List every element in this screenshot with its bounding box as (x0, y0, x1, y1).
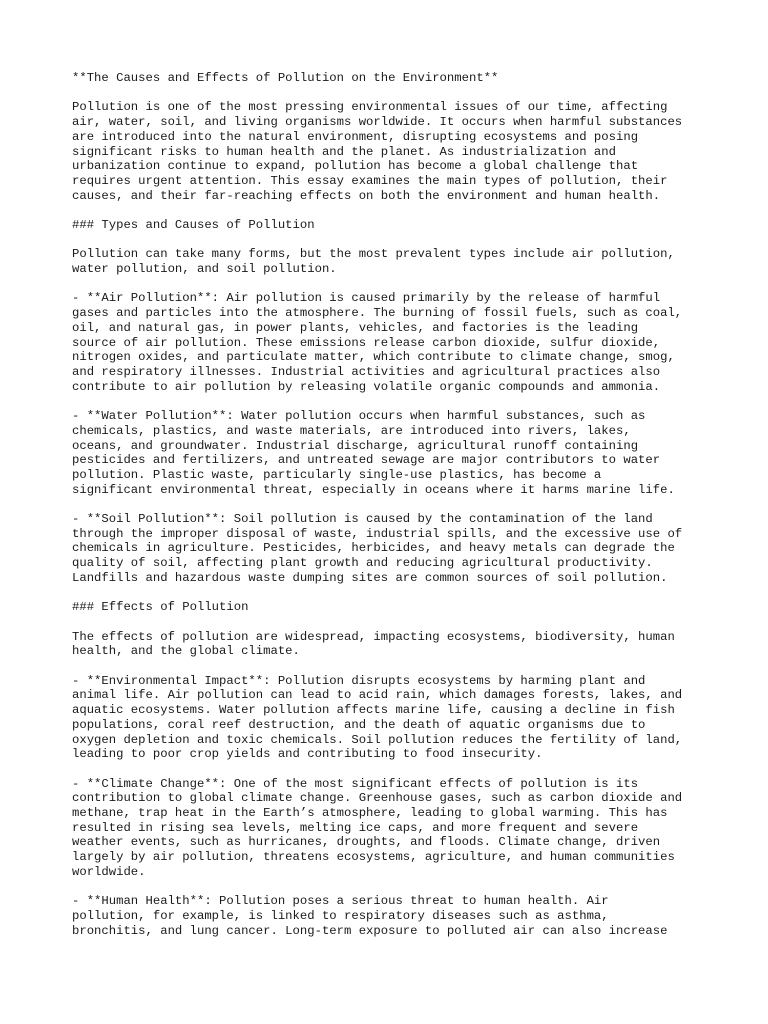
list-item-climate-change: - **Climate Change**: One of the most significant effects of pollution is its contribution to global climate change. Greenhouse gases, such as carbon dioxide and methane, trap heat in the Earth’s atmosphere, leading to global warming. This has resulted in rising sea levels, melting ice caps, and more frequent and severe weather events, such as hurricanes, droughts, and floods. Climate change, driven largely by air pollution, threatens ecosystems, agriculture, and human communities worldwide. (72, 776, 683, 879)
section-heading-types-causes: ### Types and Causes of Pollution (72, 218, 315, 232)
list-item-environmental-impact: - **Environmental Impact**: Pollution disrupts ecosystems by harming plant and animal life. Air pollution can lead to acid rain, which damages forests, lakes, and aquatic ecosystems. Water pollution affects marine life, causing a decline in fish populations, coral reef destruction, and the death of aquatic organisms due to oxygen depletion and toxic chemicals. Soil pollution reduces the fertility of land, leading to poor crop yields and contributing to food insecurity. (72, 673, 683, 762)
list-item-water-pollution: - **Water Pollution**: Water pollution occurs when harmful substances, such as chemicals, plastics, and waste materials, are introduced into rivers, lakes, oceans, and groundwater. Industrial discharge, agricultural runoff containing pesticides and fertilizers, and untreated sewage are major contributors to water pollution. Plastic waste, particularly single-use plastics, has become a significant environmental threat, especially in oceans where it harms marine life. (72, 409, 675, 497)
types-intro-paragraph: Pollution can take many forms, but the most prevalent types include air pollution, water pollution, and soil pollution. (72, 247, 675, 277)
list-item-human-health: - **Human Health**: Pollution poses a serious threat to human health. Air pollution, for example, is linked to respiratory diseases such as asthma, bronchitis, and lung cancer. Long-term exposure to polluted air can also increase (72, 894, 668, 938)
effects-intro-paragraph: The effects of pollution are widespread, impacting ecosystems, biodiversity, human health, and the global climate. (72, 629, 675, 659)
section-heading-effects: ### Effects of Pollution (72, 600, 249, 615)
list-item-air-pollution: - **Air Pollution**: Air pollution is caused primarily by the release of harmful gases and particles into the atmosphere. The burning of fossil fuels, such as coal, oil, and natural gas, in power plants, vehicles, and factories is the leading source of air pollution. These emissions release carbon dioxide, sulfur dioxide, nitrogen oxides, and particulate matter, which contribute to climate change, smog, and respiratory illnesses. Industrial activities and agricultural practices also contribute to air pollution by releasing volatile organic compounds and ammonia. (72, 291, 683, 394)
document-title: **The Causes and Effects of Pollution on the Environment** (72, 71, 499, 85)
list-item-soil-pollution: - **Soil Pollution**: Soil pollution is caused by the contamination of the land through the improper disposal of waste, industrial spills, and the excessive use of chemicals in agriculture. Pesticides, herbicides, and heavy metals can degrade the quality of soil, affecting plant growth and reducing agricultural productivity. Landfills and hazardous waste dumping sites are common sources of soil pollution. (72, 512, 683, 585)
intro-paragraph: Pollution is one of the most pressing environmental issues of our time, affecting air, water, soil, and living organisms worldwide. It occurs when harmful substances are introduced into the natural environment, disrupting ecosystems and posing significant risks to human health and the planet. As industrialization and urbanization continue to expand, pollution has become a global challenge that requires urgent attention. This essay examines the main types of pollution, their causes, and their far-reaching effects on both the environment and human health. (72, 100, 683, 203)
document-body (72, 71, 712, 953)
